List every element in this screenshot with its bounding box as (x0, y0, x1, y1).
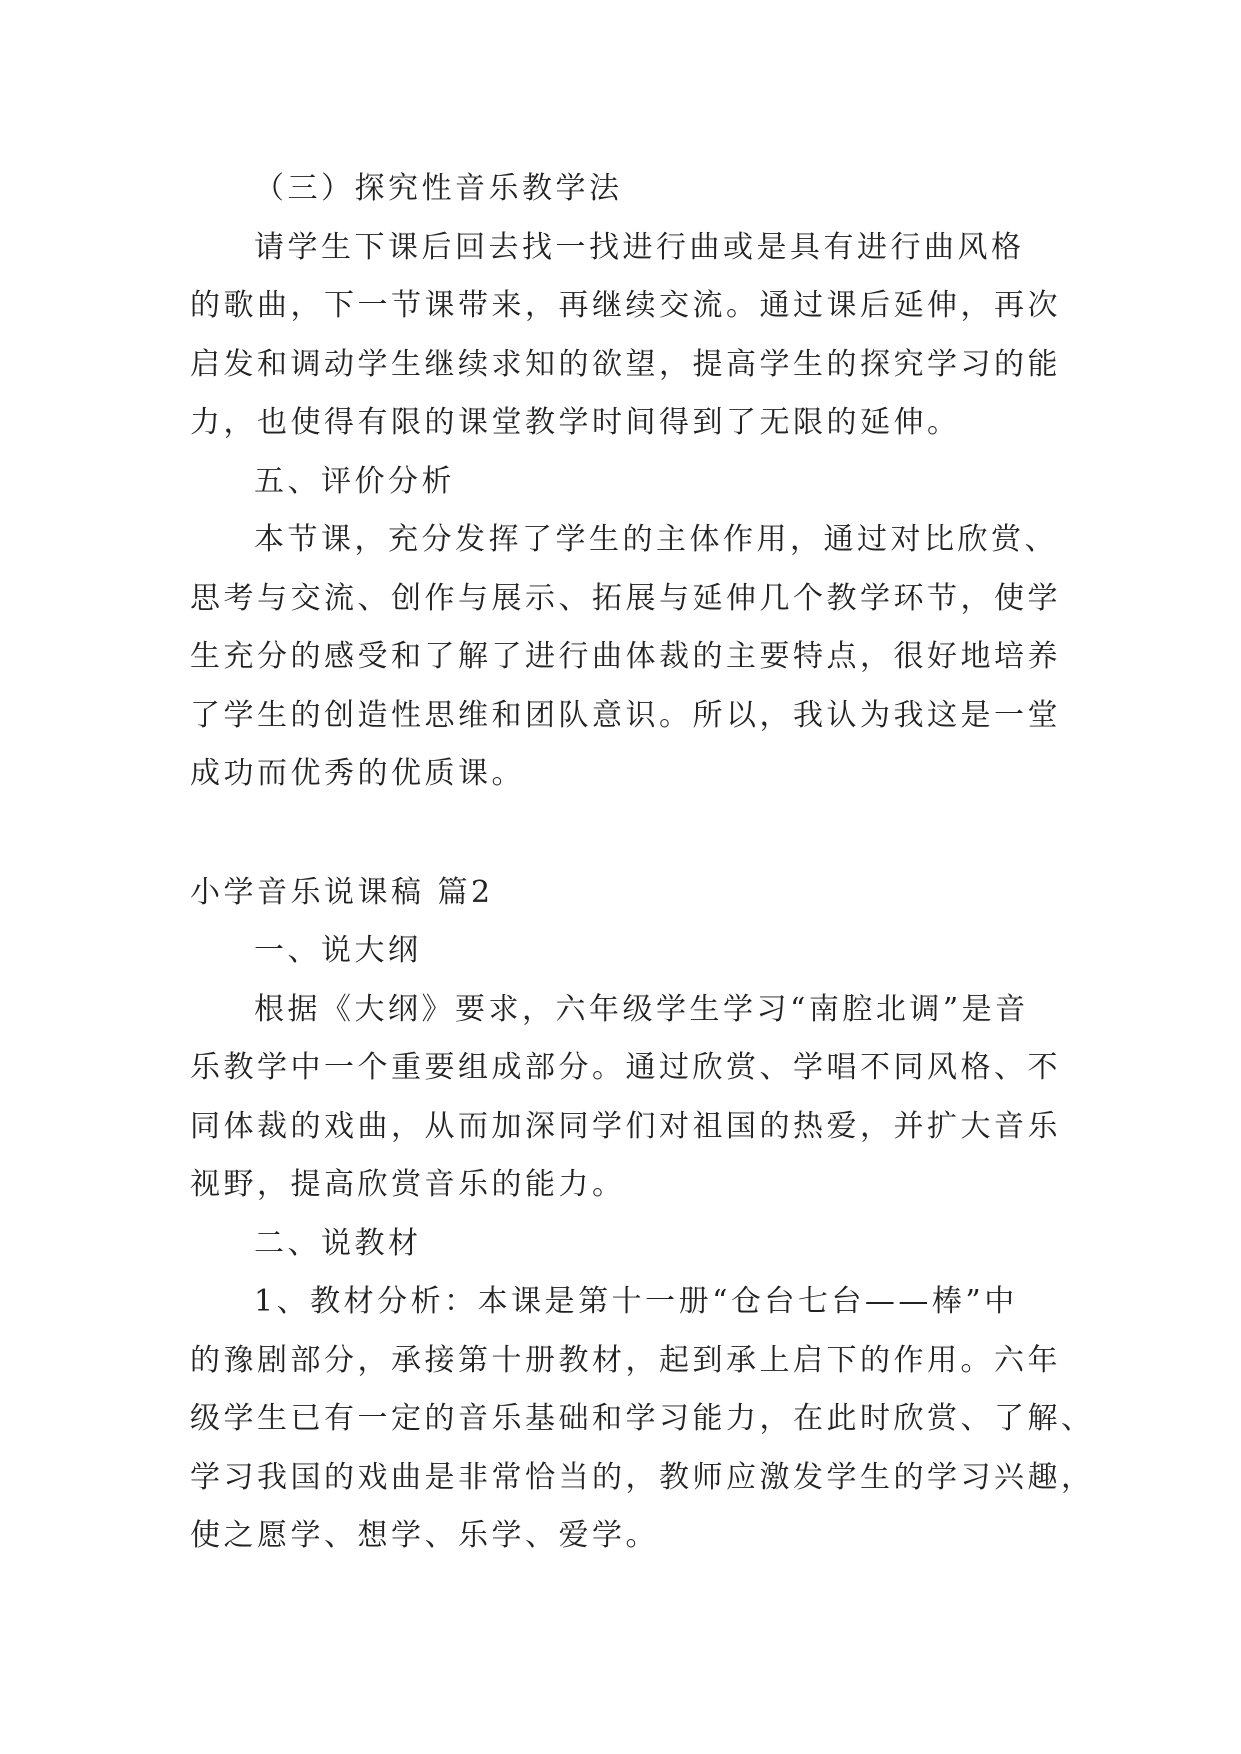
document-body (190, 160, 1095, 1566)
paragraph-line: 思考与交流、创作与展示、拓展与延伸几个教学环节，使学 (190, 580, 1061, 616)
paragraph-line: 了学生的创造性思维和团队意识。所以，我认为我这是一堂 (190, 697, 1061, 733)
paragraph-line: 同体裁的戏曲，从而加深同学们对祖国的热爱，并扩大音乐 (190, 1108, 1061, 1144)
paragraph-textbook-analysis (190, 1273, 1095, 1566)
subheading-exploratory-method: （三）探究性音乐教学法 (254, 171, 623, 206)
paragraph-line: 使之愿学、想学、乐学、爱学。 (190, 1518, 659, 1553)
paragraph-line: 本节课，充分发挥了学生的主体作用，通过对比欣赏、 (254, 522, 1058, 557)
paragraph-line: 成功而优秀的优质课。 (190, 756, 525, 791)
paragraph-line: 的豫剧部分，承接第十册教材，起到承上启下的作用。六年 (190, 1342, 1061, 1378)
paragraph-evaluation (190, 511, 1061, 804)
paragraph-line: 力，也使得有限的课堂教学时间得到了无限的延伸。 (190, 405, 961, 440)
heading-syllabus: 一、说大纲 (254, 933, 422, 968)
paragraph-line: 启发和调动学生继续求知的欲望，提高学生的探究学习的能 (190, 346, 1061, 382)
paragraph-line: 1、教材分析：本课是第十一册“仓台七台——棒”中 (254, 1284, 1018, 1319)
heading-textbook: 二、说教材 (254, 1225, 422, 1261)
heading-evaluation-analysis: 五、评价分析 (254, 463, 455, 499)
paragraph-after-class-extension (190, 219, 1061, 453)
paragraph-line: 级学生已有一定的音乐基础和学习能力，在此时欣赏、了解、 (190, 1401, 1095, 1436)
paragraph-syllabus (190, 981, 1061, 1215)
paragraph-line: 视野，提高欣赏音乐的能力。 (190, 1167, 626, 1202)
section-title-part2: 小学音乐说课稿 篇2 (190, 874, 494, 910)
paragraph-line: 乐教学中一个重要组成部分。通过欣赏、学唱不同风格、不 (190, 1050, 1061, 1085)
paragraph-line: 请学生下课后回去找一找进行曲或是具有进行曲风格 (254, 229, 1025, 265)
paragraph-line: 学习我国的戏曲是非常恰当的，教师应激发学生的学习兴趣， (190, 1459, 1095, 1495)
paragraph-line: 根据《大纲》要求，六年级学生学习“南腔北调”是音 (254, 991, 1029, 1027)
paragraph-line: 生充分的感受和了解了进行曲体裁的主要特点，很好地培养 (190, 639, 1061, 674)
paragraph-line: 的歌曲，下一节课带来，再继续交流。通过课后延伸，再次 (190, 288, 1061, 323)
